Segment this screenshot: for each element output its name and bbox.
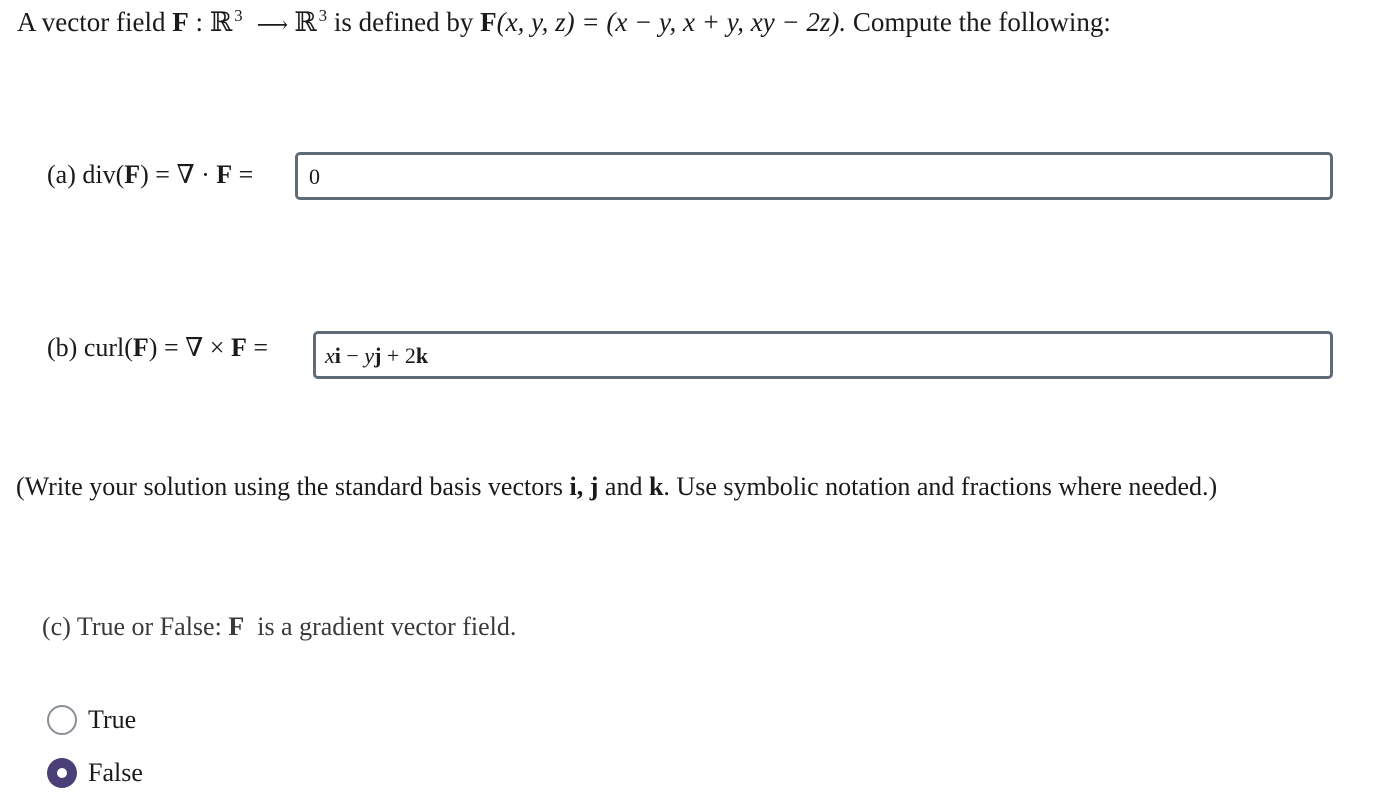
intro-f-definition: (x, y, z) = (x − y, x + y, xy − 2z). [496, 7, 847, 37]
instruction-part-1: (Write your solution using the standard basis vectors [16, 472, 570, 501]
curl-y: y [364, 343, 375, 368]
radio-true[interactable] [47, 705, 77, 735]
option-true-label: True [88, 705, 137, 734]
part-b-f: F [132, 333, 149, 362]
curl-plus-2: + 2 [381, 343, 416, 368]
curl-x: x [325, 343, 335, 368]
intro-f: F [172, 7, 189, 37]
codomain-power: 3 [318, 6, 328, 25]
part-b-label [47, 333, 268, 363]
part-b-prefix: (b) curl( [47, 333, 133, 362]
part-a-prefix: (a) div( [47, 160, 125, 189]
part-a-f: F [124, 160, 141, 189]
curl-j: j [374, 343, 382, 368]
domain-symbol: ℝ [209, 7, 233, 37]
part-b-operator: ) = ∇ × [148, 333, 231, 362]
intro-compute: Compute the following: [852, 7, 1111, 37]
curl-minus: − [340, 343, 365, 368]
curl-i: i [334, 343, 341, 368]
curl-answer-value [325, 345, 428, 367]
part-b-equals: = [246, 333, 268, 362]
part-a-equals: = [232, 160, 254, 189]
part-c-f: F [228, 612, 245, 641]
divergence-answer-input[interactable] [295, 152, 1333, 200]
instruction-and: and [598, 472, 649, 501]
instruction-text [16, 472, 1217, 502]
divergence-answer-value: 0 [309, 164, 320, 189]
option-false-label: False [88, 758, 143, 787]
intro-lead: A vector field [17, 7, 166, 37]
part-c-prefix: (c) True or False: [42, 612, 229, 641]
codomain-symbol: ℝ [294, 7, 317, 37]
part-a-label [47, 160, 253, 190]
part-b-f2: F [230, 333, 247, 362]
part-a-operator: ) = ∇ · [140, 160, 217, 189]
part-a-f2: F [216, 160, 233, 189]
curl-answer-input[interactable] [313, 331, 1333, 379]
radio-false-selected[interactable] [47, 758, 77, 788]
problem-statement [17, 0, 1111, 40]
instruction-k: k [648, 472, 664, 501]
intro-colon: : [195, 7, 203, 37]
maps-to-arrow: ⟶ [256, 12, 289, 37]
part-c-label [42, 612, 516, 642]
part-c-suffix: is a gradient vector field. [244, 612, 517, 641]
intro-f-name: F [480, 7, 497, 37]
intro-defined-by: is defined by [333, 7, 474, 37]
instruction-part-2: . Use symbolic notation and fractions where needed.) [663, 472, 1218, 501]
curl-k: k [415, 343, 429, 368]
domain-power: 3 [234, 6, 243, 25]
instruction-ij: i, j [569, 472, 599, 501]
